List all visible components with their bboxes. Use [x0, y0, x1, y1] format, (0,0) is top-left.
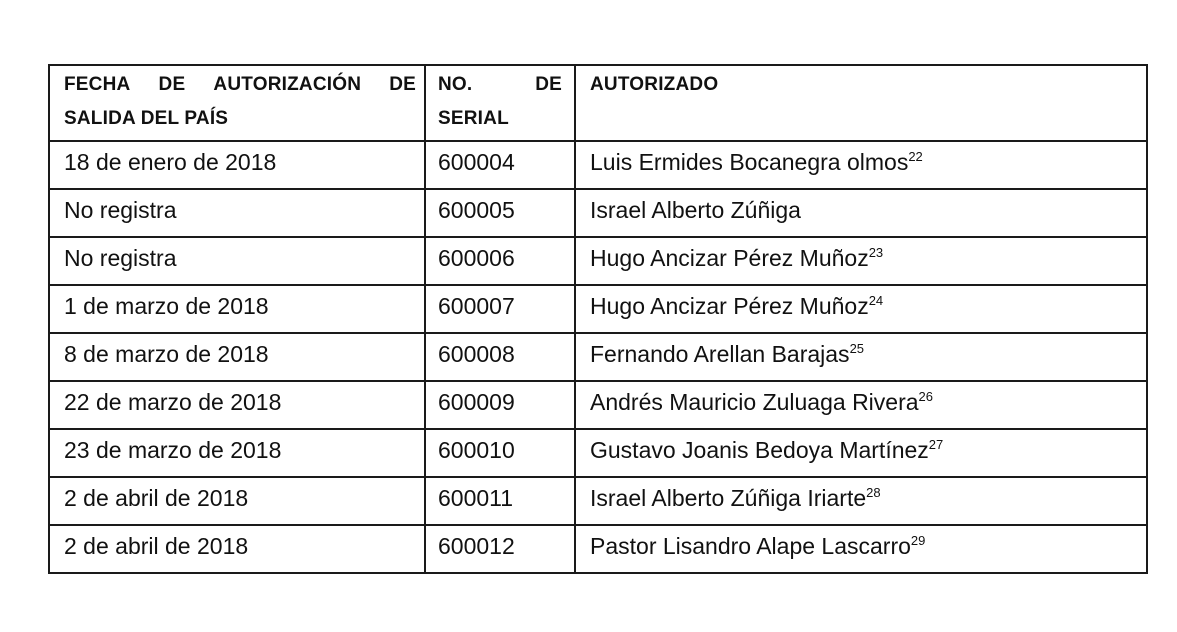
cell-date: 2 de abril de 2018 [49, 525, 425, 573]
footnote-marker: 24 [868, 293, 884, 308]
footnote-marker: 28 [866, 485, 881, 500]
authorized-name: Andrés Mauricio Zuluaga Rivera [590, 389, 919, 415]
header-serial-word: DE [535, 74, 562, 95]
cell-serial: 600004 [425, 141, 575, 189]
footnote-marker: 25 [849, 341, 865, 356]
cell-serial: 600009 [425, 381, 575, 429]
cell-authorized [575, 285, 1147, 333]
cell-date: 8 de marzo de 2018 [49, 333, 425, 381]
table-row [49, 333, 1147, 381]
cell-authorized [575, 381, 1147, 429]
header-authorized: AUTORIZADO [575, 65, 1147, 141]
cell-serial: 600006 [425, 237, 575, 285]
table-body [49, 141, 1147, 573]
header-date-line2: SALIDA DEL PAÍS [64, 108, 229, 129]
cell-serial: 600008 [425, 333, 575, 381]
cell-authorized [575, 141, 1147, 189]
table-row [49, 285, 1147, 333]
cell-serial: 600012 [425, 525, 575, 573]
authorized-name: Hugo Ancizar Pérez Muñoz [590, 293, 869, 319]
header-date-line1 [64, 68, 416, 102]
cell-authorized [575, 525, 1147, 573]
authorized-name: Luis Ermides Bocanegra olmos [590, 149, 909, 175]
header-date-word: AUTORIZACIÓN [213, 74, 362, 95]
cell-date: 2 de abril de 2018 [49, 477, 425, 525]
footnote-marker: 26 [918, 389, 934, 404]
table-row [49, 525, 1147, 573]
cell-serial: 600010 [425, 429, 575, 477]
cell-serial: 600011 [425, 477, 575, 525]
authorized-name: Hugo Ancizar Pérez Muñoz [590, 245, 869, 271]
table-row [49, 381, 1147, 429]
header-serial-line2: SERIAL [438, 108, 509, 129]
cell-date: No registra [49, 189, 425, 237]
table-row [49, 237, 1147, 285]
header-date [49, 65, 425, 141]
cell-date: 18 de enero de 2018 [49, 141, 425, 189]
cell-date: 1 de marzo de 2018 [49, 285, 425, 333]
footnote-marker: 23 [868, 245, 884, 260]
cell-authorized [575, 189, 1147, 237]
header-date-word: DE [158, 74, 186, 95]
cell-serial: 600007 [425, 285, 575, 333]
table-header-row [49, 65, 1147, 141]
cell-date: No registra [49, 237, 425, 285]
header-date-word: FECHA [64, 74, 131, 95]
cell-serial: 600005 [425, 189, 575, 237]
header-date-word: DE [389, 74, 416, 95]
header-serial-word: NO. [438, 74, 473, 95]
table-row [49, 189, 1147, 237]
authorizations-table [48, 64, 1148, 574]
authorized-name: Israel Alberto Zúñiga Iriarte [590, 485, 867, 511]
authorized-name: Fernando Arellan Barajas [590, 341, 850, 367]
cell-authorized [575, 429, 1147, 477]
authorized-name: Gustavo Joanis Bedoya Martínez [590, 437, 929, 463]
cell-authorized [575, 237, 1147, 285]
cell-date: 23 de marzo de 2018 [49, 429, 425, 477]
table-row [49, 429, 1147, 477]
footnote-marker: 22 [908, 149, 923, 164]
header-serial-line1 [438, 68, 562, 102]
table-row [49, 141, 1147, 189]
table-row [49, 477, 1147, 525]
footnote-marker: 27 [928, 437, 944, 452]
cell-date: 22 de marzo de 2018 [49, 381, 425, 429]
cell-authorized [575, 333, 1147, 381]
header-serial [425, 65, 575, 141]
authorized-name: Pastor Lisandro Alape Lascarro [590, 533, 911, 559]
authorized-name: Israel Alberto Zúñiga [590, 197, 801, 223]
cell-authorized [575, 477, 1147, 525]
footnote-marker: 29 [910, 533, 926, 548]
